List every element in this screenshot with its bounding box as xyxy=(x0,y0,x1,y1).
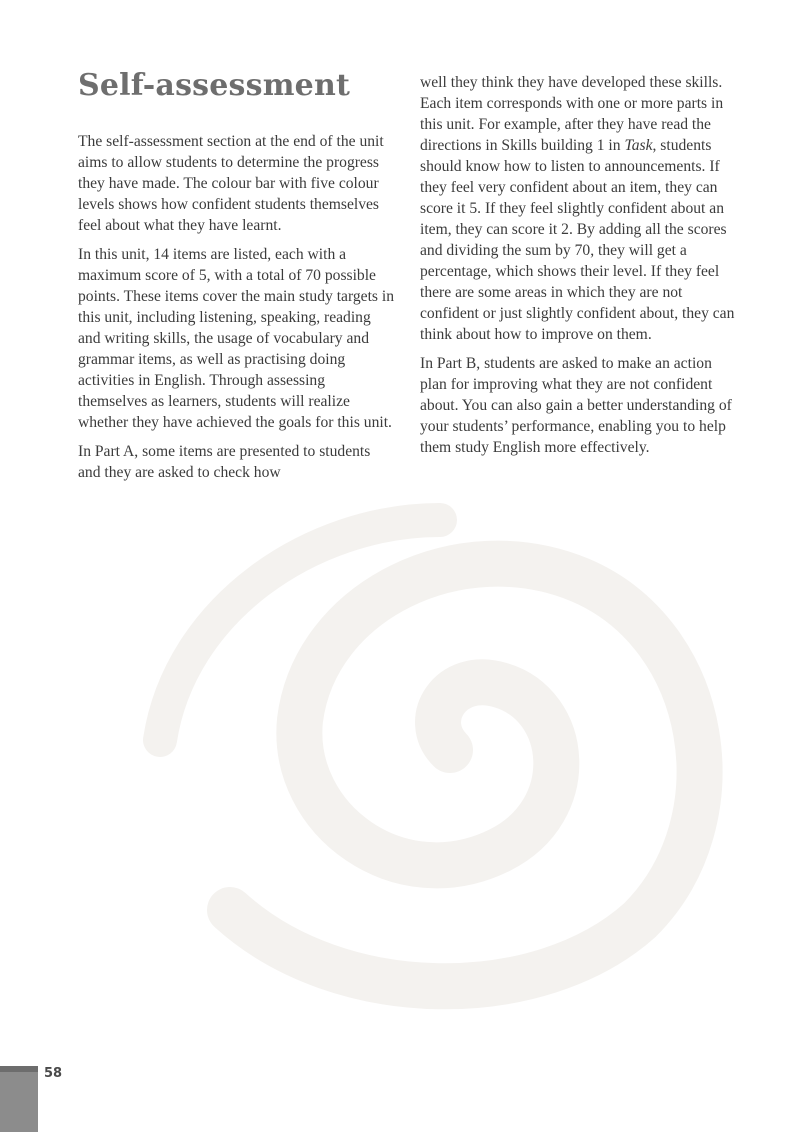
intro-paragraph: The self-assessment section at the end of the unit aims to allow students to determine the progress they have made. The colour bar with five colour levels shows how confident students themselves feel about what they have learnt. xyxy=(78,133,384,234)
page-tab-bar xyxy=(0,1066,38,1132)
part-b-paragraph: In Part B, students are asked to make an action plan for improving what they are not confident about. You can also gain a better understanding of your students’ performance, enabling you to help them study English more effectively. xyxy=(420,355,732,456)
page-number: 58 xyxy=(44,1066,63,1081)
swirl-watermark xyxy=(120,490,760,1010)
right-column xyxy=(420,72,742,466)
part-a-text-1: well they think they have developed these skills. Each item corresponds with one or more parts in this unit. For example, after they have read the directions in Skills building 1 in xyxy=(420,74,724,154)
page-tab-bar-accent xyxy=(0,1066,38,1072)
task-emphasis: Task xyxy=(624,137,653,154)
part-a-text-2: , students should know how to listen to announcements. If they feel very confident about an item, they can score it 5. If they feel slightly confident about an item, they can score it 2. By adding all the scores and dividing the sum by 70, they will get a percentage, which shows their level. If they feel there are some areas in which they are not confident or just slightly confident about, they can think about how to improve on them. xyxy=(420,137,735,343)
left-column xyxy=(78,131,396,491)
part-a-paragraph-continued xyxy=(420,72,742,345)
items-paragraph: In this unit, 14 items are listed, each with a maximum score of 5, with a total of 70 possible points. These items cover the main study targets in this unit, including listening, speaking, reading and writing skills, the usage of vocabulary and grammar items, as well as practising doing activities in English. Through assessing themselves as learners, students will realize whether they have achieved the goals for this unit. xyxy=(78,246,395,431)
part-a-paragraph-start: In Part A, some items are presented to students and they are asked to check how xyxy=(78,443,371,481)
page-title: Self-assessment xyxy=(78,68,351,103)
